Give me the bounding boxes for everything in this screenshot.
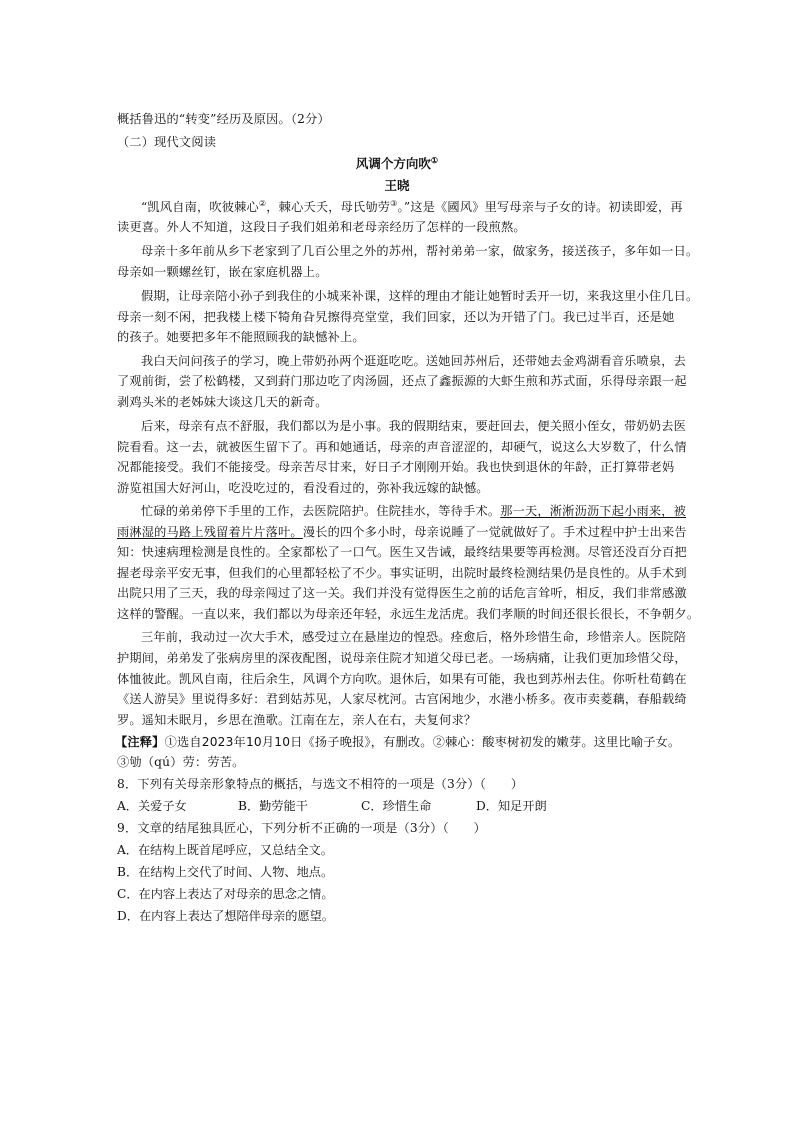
paragraph-7-line-4: 《送人游吴》里说得多好：君到姑苏见，人家尽枕河。古宫闲地少，水港小桥多。夜市卖菱藕，春船载绮 bbox=[117, 692, 687, 706]
question-9-option-a[interactable]: A．在结构上既首尾呼应，又总结全文。 bbox=[117, 843, 333, 857]
question-9-option-c[interactable]: C．在内容上表达了对母亲的思念之情。 bbox=[117, 887, 334, 901]
paragraph-7-line-2: 护期间，弟弟发了张病房里的深夜配图，说母亲住院才知道父母已老。一场病痛，让我们更加珍惜父母， bbox=[117, 651, 687, 665]
paragraph-3-line-2: 母亲一刻不闲，把我楼上楼下犄角旮旯擦得亮堂堂，我们回家，还以为开错了门。我已过半百，还是她 bbox=[117, 310, 675, 324]
question-8-option-d[interactable]: D．知足开朗 bbox=[476, 799, 547, 813]
paragraph-1-line-2: 读更喜。外人不知道，这段日子我们姐弟和老母亲经历了怎样的一段煎熬。 bbox=[117, 220, 526, 234]
paragraph-6-line-2 bbox=[117, 524, 687, 541]
article-title-footnote-mark: ① bbox=[430, 154, 439, 165]
paragraph-6-line-6: 这样的警醒。一直以来，我们都以为母亲还年轻，永远生龙活虎。我们孝顺的时间还很长很长，不争朝夕。 bbox=[117, 607, 700, 621]
paragraph-7-line-1: 三年前，我动过一次大手术，感受过立在悬崖边的惶恐。痊愈后，格外珍惜生命，珍惜亲人。医院陪 bbox=[141, 630, 687, 644]
note-date: 2023年10月10日 bbox=[201, 735, 303, 749]
text-span: ，棘心夭夭，母氏劬劳 bbox=[266, 200, 391, 214]
text-span: 漫长的四个多小时，母亲说睡了一觉就做好了。手术过程中护士出来告 bbox=[302, 525, 687, 539]
footnote-mark: ② bbox=[258, 198, 267, 208]
paragraph-2-line-2: 母亲如一颗螺丝钉，嵌在家庭机器上。 bbox=[117, 265, 328, 279]
text-span: 忙碌的弟弟停下手里的工作，去医院陪护。住院挂水，等待手术。 bbox=[141, 504, 501, 518]
underlined-sentence: 那一天，淅淅沥沥下起小雨来，被 bbox=[500, 504, 687, 518]
underlined-sentence: 雨淋湿的马路上残留着片片落叶。 bbox=[117, 525, 303, 539]
question-9-option-b[interactable]: B．在结构上交代了时间、人物、地点。 bbox=[117, 865, 334, 879]
text-span: 《扬子晚报》，有删改。②棘心：酸枣树初发的嫩芽。这里比喻子女。 bbox=[302, 735, 681, 749]
text-span: 。”这是《國风》里写母亲与子女的诗。初读即爱，再 bbox=[397, 200, 683, 214]
paragraph-4-line-1: 我白天问问孩子的学习，晚上带奶孙两个逛逛吃吃。送她回苏州后，还带她去金鸡湖看音乐喷泉，去 bbox=[141, 354, 687, 368]
question-8-stem: 8．下列有关母亲形象特点的概括，与选文不相符的一项是（3分）（ ） bbox=[117, 777, 524, 791]
paragraph-6-line-3: 知：快速病理检测是良性的。全家都松了一口气。医生又告诫，最终结果要等再检测。尽管还没百分百把 bbox=[117, 545, 687, 559]
question-8-option-c[interactable]: C．珍惜生命 bbox=[361, 799, 432, 813]
notes-line-2: ③劬（qú）劳：劳苦。 bbox=[117, 755, 245, 769]
article-title bbox=[0, 155, 794, 173]
paragraph-2-line-1: 母亲十多年前从乡下老家到了几百公里之外的苏州，帮衬弟弟一家，做家务，接送孩子，多年如一日。 bbox=[141, 244, 699, 258]
paragraph-5-line-1: 后来，母亲有点不舒服，我们都以为是小事。我的假期结束，要赶回去，便关照小侄女，带奶奶去医 bbox=[141, 419, 687, 433]
question-9-option-d[interactable]: D．在内容上表达了想陪伴母亲的愿望。 bbox=[117, 909, 334, 923]
article-title-text: 风调个方向吹 bbox=[355, 156, 431, 171]
notes-label: 【注释】 bbox=[115, 735, 165, 749]
notes-line-1 bbox=[115, 734, 681, 751]
question-9-stem: 9．文章的结尾独具匠心，下列分析不正确的一项是（3分）（ ） bbox=[117, 821, 487, 835]
paragraph-3-line-3: 的孩子。她要把多年不能照顾我的缺憾补上。 bbox=[117, 330, 365, 344]
paragraph-4-line-2: 了观前街，尝了松鹤楼，又到葑门那边吃了肉汤圆，还点了鑫振源的大虾生煎和苏式面，乐得母亲跟一起 bbox=[117, 374, 687, 388]
paragraph-5-line-2: 院看看。这一去，就被医生留下了。再和她通话，母亲的声音涩涩的，却硬气，说这么大岁数了，什么情 bbox=[117, 440, 687, 454]
paragraph-6-line-5: 出院只用了三天，我的母亲闯过了这一关。我们并没有觉得医生之前的话危言耸听，相反，我们非常感激 bbox=[117, 586, 687, 600]
paragraph-4-line-3: 剥鸡头米的老姊妹大谈这几天的新奇。 bbox=[117, 395, 328, 409]
paragraph-7-line-5: 罗。遥知未眠月，乡思在渔歌。江南在左，亲人在右，夫复何求？ bbox=[117, 713, 477, 727]
question-7-tail: 概括鲁迅的“转变”经历及原因。（2分） bbox=[117, 112, 330, 126]
paragraph-5-line-4: 游览祖国大好河山，吃没吃过的，看没看过的，弥补我远嫁的缺憾。 bbox=[117, 481, 489, 495]
paragraph-3-line-1: 假期，让母亲陪小孙子到我住的小城来补课，这样的理由才能让她暂时丢开一切，来我这里小住几日。 bbox=[141, 289, 699, 303]
text-span: ①选自 bbox=[164, 735, 202, 749]
paragraph-1-line-1 bbox=[141, 199, 683, 216]
paragraph-7-line-3: 体恤彼此。凯风自南，往后余生，风调个方向吹。退休后，如果有可能，我也到苏州去住。你听杜荀鹤在 bbox=[117, 672, 687, 686]
text-span: “凯风自南，吹彼棘心 bbox=[141, 200, 259, 214]
paragraph-6-line-4: 握老母亲平安无事，但我们的心里都轻松了不少。事实证明，出院时最终检测结果仍是良性的。从手术到 bbox=[117, 566, 687, 580]
question-8-option-b[interactable]: B．勤劳能干 bbox=[238, 799, 308, 813]
question-8-option-a[interactable]: A．关爱子女 bbox=[117, 799, 187, 813]
section-heading: （二）现代文阅读 bbox=[117, 135, 217, 149]
paragraph-6-line-1 bbox=[141, 503, 687, 520]
footnote-mark: ③ bbox=[390, 198, 398, 208]
paragraph-5-line-3: 况都能接受。我们不能接受。母亲苦尽甘来，好日子才刚刚开始。我也快到退休的年龄，正打算带老妈 bbox=[117, 460, 675, 474]
article-author: 王晓 bbox=[384, 178, 410, 193]
